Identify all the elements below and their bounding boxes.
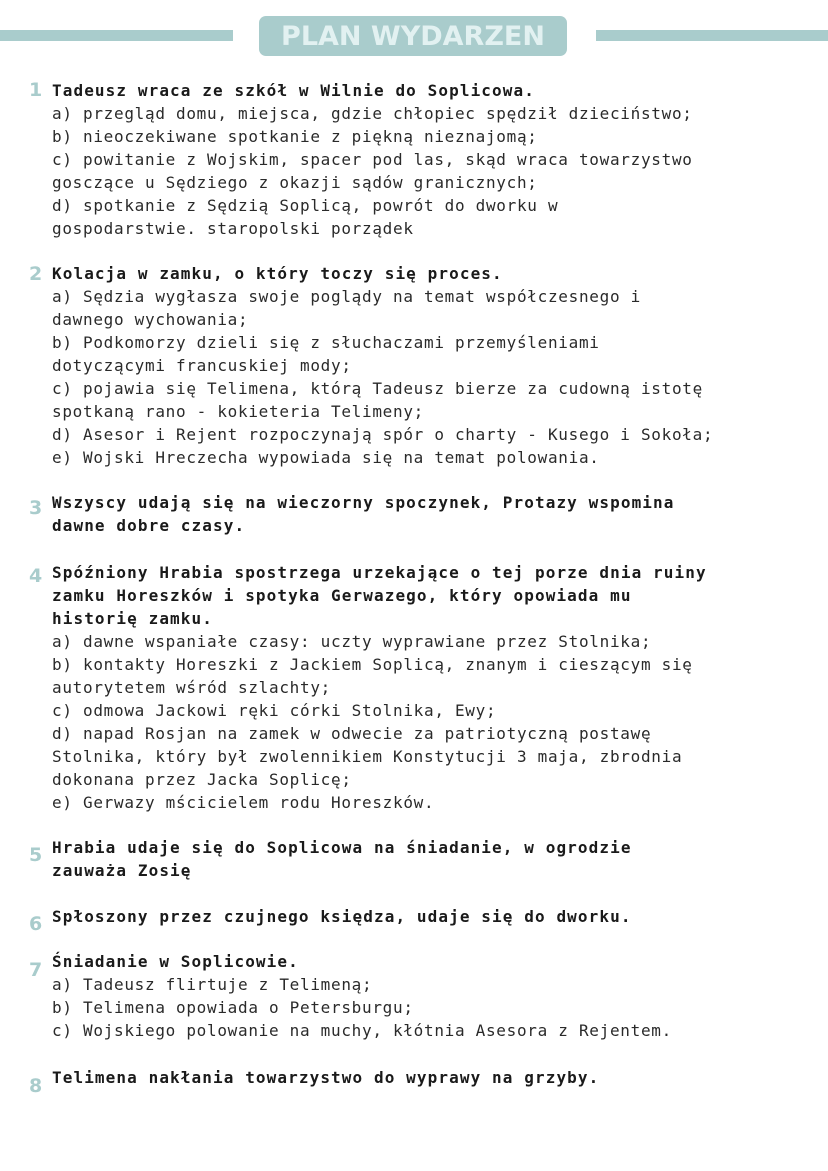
section-number: 3 — [29, 497, 43, 519]
list-item: e) Wojski Hreczecha wypowiada się na temat polowania. — [52, 448, 600, 467]
list-item: b) Telimena opowiada o Petersburgu; — [52, 998, 414, 1017]
section-heading: historię zamku. — [52, 609, 213, 628]
section-heading: Tadeusz wraca ze szkół w Wilnie do Soplicowa. — [52, 81, 535, 100]
section-heading: dawne dobre czasy. — [52, 516, 246, 535]
list-item: a) Sędzia wygłasza swoje poglądy na temat współczesnego i — [52, 287, 641, 306]
section-heading: Spłoszony przez czujnego księdza, udaje się do dworku. — [52, 907, 632, 926]
list-item: c) pojawia się Telimena, którą Tadeusz bierze za cudowną istotę — [52, 379, 703, 398]
page-header — [0, 16, 828, 56]
list-item: spotkaną rano - kokieteria Telimeny; — [52, 402, 424, 421]
section-number: 6 — [29, 913, 43, 935]
section-number: 8 — [29, 1075, 43, 1097]
list-item: autorytetem wśród szlachty; — [52, 678, 331, 697]
list-item: a) Tadeusz flirtuje z Telimeną; — [52, 975, 373, 994]
list-item: d) napad Rosjan na zamek w odwecie za patriotyczną postawę — [52, 724, 652, 743]
list-item: dokonana przez Jacka Soplicę; — [52, 770, 352, 789]
section-number: 1 — [29, 79, 43, 101]
list-item: b) kontakty Horeszki z Jackiem Soplicą, znanym i cieszącym się — [52, 655, 693, 674]
section-heading: Kolacja w zamku, o który toczy się proces. — [52, 264, 503, 283]
header-rule-left — [0, 30, 233, 41]
list-item: e) Gerwazy mściciele​m rodu Horeszków. — [52, 793, 435, 812]
title-banner — [259, 16, 567, 56]
section-number: 2 — [29, 263, 43, 285]
list-item: gosczące u Sędziego z okazji sądów granicznych; — [52, 173, 538, 192]
list-item: a) dawne wspaniałe czasy: uczty wyprawiane przez Stolnika; — [52, 632, 652, 651]
list-item: c) Wojskiego polowanie na muchy, kłótnia Asesora z Rejentem. — [52, 1021, 672, 1040]
list-item: gospodarstwie. staropolski porządek — [52, 219, 414, 238]
list-item: c) powitanie z Wojskim, spacer pod las, skąd wraca towarzystwo — [52, 150, 693, 169]
list-item: a) przegląd domu, miejsca, gdzie chłopiec spędził dzieciństwo; — [52, 104, 693, 123]
list-item: b) Podkomorzy dzieli się z słuchaczami przemyśleniami — [52, 333, 600, 352]
list-item: d) spotkanie z Sędzią Soplicą, powrót do dworku w — [52, 196, 559, 215]
list-item: d) Asesor i Rejent rozpoczynają spór o charty - Kusego i Sokoła; — [52, 425, 714, 444]
section-heading: Hrabia udaje się do Soplicowa na śniadanie, w ogrodzie — [52, 838, 632, 857]
section-number: 7 — [29, 959, 43, 981]
section-heading: Spóźniony Hrabia spostrzega urzekające o tej porze dnia ruiny — [52, 563, 707, 582]
section-heading: Wszyscy udają się na wieczorny spoczynek, Protazy wspomina — [52, 493, 675, 512]
page-title: PLAN WYDARZEN — [281, 20, 545, 52]
section-number: 4 — [29, 565, 43, 587]
list-item: Stolnika, który był zwolennikiem Konstytucji 3 maja, zbrodnia — [52, 747, 683, 766]
section-number: 5 — [29, 844, 43, 866]
section-heading: Śniadanie w Soplicowie. — [52, 952, 299, 971]
list-item: dotyczącymi francuskiej mody; — [52, 356, 352, 375]
section-heading: zamku Horeszków i spotyka Gerwazego, który opowiada mu — [52, 586, 632, 605]
list-item: b) nieoczekiwane spotkanie z piękną nieznajomą; — [52, 127, 538, 146]
list-item: dawnego wychowania; — [52, 310, 249, 329]
section-heading: Telimena nakłania towarzystwo do wyprawy na grzyby. — [52, 1068, 600, 1087]
header-rule-right — [596, 30, 828, 41]
section-heading: zauważa Zosię — [52, 861, 192, 880]
list-item: c) odmowa Jackowi ręki córki Stolnika, Ewy; — [52, 701, 497, 720]
